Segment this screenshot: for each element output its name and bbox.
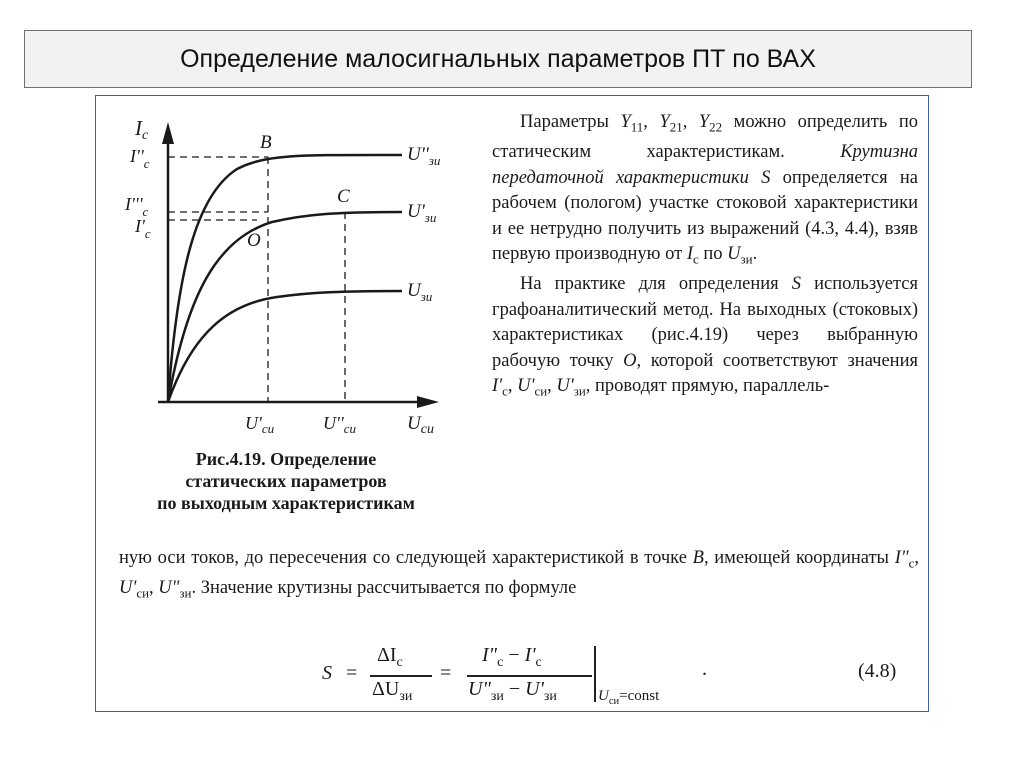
full-width-text <box>119 546 919 606</box>
slide-title: Определение малосигнальных параметров ПТ по ВАХ <box>24 30 972 88</box>
curve-mid-label: $U'_{зи}$ <box>407 201 437 225</box>
formula-num-1: $\Delta I_с$ <box>377 644 403 670</box>
curve-low-label: $U_{зи}$ <box>407 280 433 304</box>
curve-top <box>168 155 402 402</box>
x-tick-1: $U'_{си}$ <box>245 413 275 436</box>
paragraph-1: Параметры $Y_{11}$, $Y_{21}$, $Y_{22}$ можно определить по статическим характеристикам. Крутизна передаточной характеристики S определяется на рабочем (пологом) участке стоковой характеристики и ее нетрудно получить из выражений (4.3, 4.4), взяв первую производную от $I_с$ по $U_{зи}$. <box>492 112 919 267</box>
caption-line-3: по выходным характеристикам <box>157 493 415 513</box>
content-frame <box>95 95 929 712</box>
formula-den-2: $U"_{зи} - U'_{зи}$ <box>468 678 557 704</box>
output-characteristics-figure <box>97 104 477 437</box>
caption-line-1: Рис.4.19. Определение <box>195 449 377 469</box>
point-c-label: C <box>337 186 350 207</box>
point-o-label: O <box>247 230 261 251</box>
point-b-label: B <box>260 132 272 153</box>
y-tick-2: $I'''_с$ <box>125 194 149 219</box>
x-axis-label: $U_{си}$ <box>407 413 434 437</box>
y-axis-label: Iс <box>135 116 149 143</box>
right-column-text <box>492 110 918 405</box>
curve-low <box>168 291 402 402</box>
x-tick-2: $U''_{си}$ <box>323 413 356 436</box>
formula-condition: $U_{си}=const$ <box>598 688 660 707</box>
paragraph-2: На практике для определения S используется графоаналитический метод. На выходных (стоковых) характеристиках (рис.4.19) через выбранную рабочую точку O, которой соответствуют значения $I'_с$, $U'_{си}$, $U'_{зи}$, проводят прямую, параллель- <box>492 274 918 400</box>
formula-eq-1: = <box>346 662 358 684</box>
formula-4-8 <box>322 644 922 708</box>
x-axis-arrow <box>417 396 439 408</box>
curve-mid <box>168 212 402 402</box>
y-tick-3: $I'_с$ <box>135 216 151 241</box>
fraction-line-2 <box>467 675 592 677</box>
caption-line-2: статических параметров <box>185 471 387 491</box>
curve-top-label: $U''_{зи}$ <box>407 144 441 168</box>
evaluation-bar <box>594 646 596 702</box>
figure-caption <box>96 448 476 514</box>
paragraph-3: ную оси токов, до пересечения со следующей характеристикой в точке B, имеющей координаты $I"_c$, $U'_{си}$, $U"_{зи}$. Значение крутизны рассчитывается по формуле <box>119 548 920 601</box>
formula-s: S <box>322 662 332 684</box>
y-tick-1: $I''_с$ <box>130 146 150 171</box>
formula-dot: . <box>702 658 707 680</box>
formula-number: (4.8) <box>858 660 897 682</box>
formula-num-2: $I"_c - I'_c$ <box>482 644 542 670</box>
formula-eq-2: = <box>440 662 452 684</box>
y-axis-arrow <box>162 122 174 144</box>
formula-den-1: $\Delta U_{зи}$ <box>372 678 413 704</box>
fraction-line-1 <box>370 675 432 677</box>
